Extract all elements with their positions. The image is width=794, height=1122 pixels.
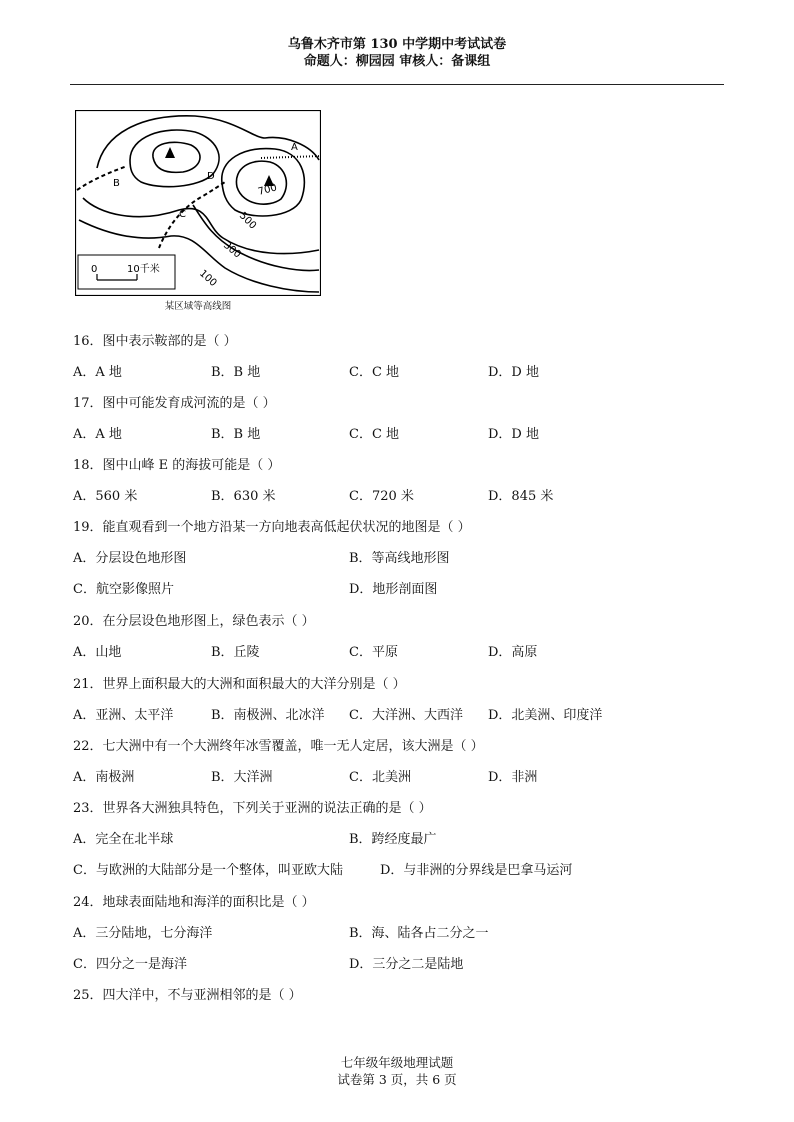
q17-option-a[interactable]: A．A 地 [73,427,122,442]
q22-option-c[interactable]: C．北美洲 [349,770,411,785]
q18-option-b[interactable]: B．630 米 [211,489,276,504]
exam-authors: 命题人：柳园园 审核人：备课组 [303,54,491,69]
question-24: 24．地球表面陆地和海洋的面积比是（ ） [73,895,315,910]
q17-option-c[interactable]: C．C 地 [349,427,400,442]
scale-distance: 10千米 [127,264,160,275]
point-c: C [179,209,186,220]
page-footer [0,1054,794,1088]
question-18: 18．图中山峰 E 的海拔可能是（ ） [73,458,281,473]
q21-option-a[interactable]: A．亚洲、太平洋 [73,708,174,723]
question-17: 17．图中可能发育成河流的是（ ） [73,396,276,411]
q16-option-a[interactable]: A．A 地 [73,365,122,380]
q23-option-d[interactable]: D．与非洲的分界线是巴拿马运河 [380,863,573,878]
q16-option-c[interactable]: C．C 地 [349,365,400,380]
q20-option-c[interactable]: C．平原 [349,645,398,660]
q21-option-b[interactable]: B．南极洲、北冰洋 [211,708,325,723]
q18-option-a[interactable]: A．560 米 [73,489,138,504]
q19-option-a[interactable]: A．分层设色地形图 [73,551,187,566]
exam-title: 乌鲁木齐市第 130 中学期中考试试卷 [287,37,507,52]
q18-option-d[interactable]: D．845 米 [488,489,554,504]
q17-option-d[interactable]: D．D 地 [488,427,539,442]
q24-option-a[interactable]: A．三分陆地，七分海洋 [73,926,213,941]
page-header [0,36,794,70]
label-300: 300 [221,239,243,261]
q18-option-c[interactable]: C．720 米 [349,489,414,504]
question-19: 19．能直观看到一个地方沿某一方向地表高低起伏状况的地图是（ ） [73,520,471,535]
q20-option-b[interactable]: B．丘陵 [211,645,260,660]
question-21: 21．世界上面积最大的大洲和面积最大的大洋分别是（ ） [73,677,406,692]
point-d: D [207,171,215,182]
question-25: 25．四大洋中，不与亚洲相邻的是（ ） [73,988,302,1003]
q21-option-c[interactable]: C．大洋洲、大西洋 [349,708,463,723]
footer-page-number: 试卷第 3 页，共 6 页 [337,1072,457,1087]
q20-option-a[interactable]: A．山地 [73,645,122,660]
question-20: 20．在分层设色地形图上，绿色表示（ ） [73,614,315,629]
header-rule [70,84,724,85]
q22-option-b[interactable]: B．大洋洲 [211,770,273,785]
q24-option-d[interactable]: D．三分之二是陆地 [349,957,464,972]
q16-option-b[interactable]: B．B 地 [211,365,261,380]
q23-option-b[interactable]: B．跨经度最广 [349,832,437,847]
footer-subject: 七年级年级地理试题 [340,1055,454,1070]
map-caption: 某区域等高线图 [164,301,232,312]
question-22: 22．七大洲中有一个大洲终年冰雪覆盖，唯一无人定居，该大洲是（ ） [73,739,484,754]
q24-option-c[interactable]: C．四分之一是海洋 [73,957,187,972]
scale-zero: 0 [91,264,98,275]
q16-option-d[interactable]: D．D 地 [488,365,539,380]
q21-option-d[interactable]: D．北美洲、印度洋 [488,708,603,723]
question-16: 16．图中表示鞍部的是（ ） [73,334,237,349]
q19-option-c[interactable]: C．航空影像照片 [73,582,174,597]
q17-option-b[interactable]: B．B 地 [211,427,261,442]
q20-option-d[interactable]: D．高原 [488,645,538,660]
q23-option-c[interactable]: C．与欧洲的大陆部分是一个整体，叫亚欧大陆 [73,863,343,878]
q22-option-a[interactable]: A．南极洲 [73,770,135,785]
label-500: 500 [236,210,259,232]
q23-option-a[interactable]: A．完全在北半球 [73,832,174,847]
question-23: 23．世界各大洲独具特色，下列关于亚洲的说法正确的是（ ） [73,801,432,816]
point-a: A [291,142,298,153]
q19-option-b[interactable]: B．等高线地形图 [349,551,450,566]
label-100: 100 [196,268,219,290]
q22-option-d[interactable]: D．非洲 [488,770,538,785]
contour-map [75,110,321,296]
point-b: B [113,178,120,189]
q19-option-d[interactable]: D．地形剖面图 [349,582,438,597]
q24-option-b[interactable]: B．海、陆各占二分之一 [349,926,489,941]
label-700: 700 [256,182,279,198]
